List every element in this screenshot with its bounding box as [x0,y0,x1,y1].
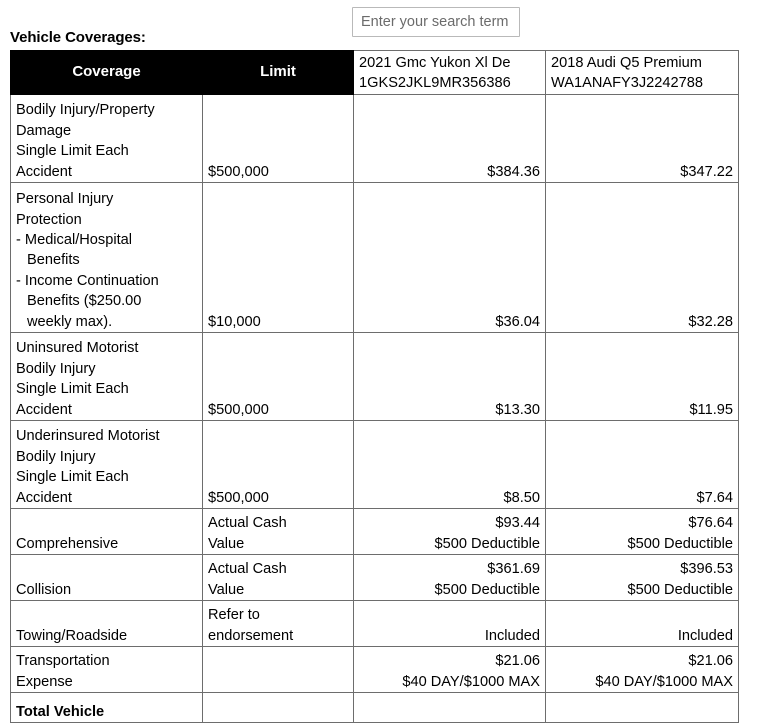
cell-vehicle-2-line: $76.64 [688,515,733,532]
table-row [11,95,739,183]
cell-vehicle-1 [354,509,546,555]
vehicle-1-vin: 1GKS2JKL9MR356386 [359,74,511,91]
cell-coverage-line: Damage [16,122,72,139]
cell-coverage [11,555,203,601]
cell-limit [203,95,354,183]
cell-coverage-line: Accident [16,163,72,180]
search-box[interactable] [352,7,520,37]
column-header-vehicle-2 [546,51,739,95]
cell-coverage-line: Benefits ($250.00 [27,293,142,310]
cell-limit [203,555,354,601]
cell-coverage-line: Underinsured Motorist [16,428,160,445]
cell-vehicle-1 [354,421,546,509]
cell-coverage [11,421,203,509]
cell-vehicle-2 [546,601,739,647]
column-header-vehicle-1 [354,51,546,95]
cell-vehicle-2-line: $32.28 [688,313,733,330]
cell-coverage-line: weekly max). [27,313,113,330]
cell-limit-line: Value [208,535,245,552]
cell-vehicle-1-line: $384.36 [487,163,540,180]
cell-coverage [11,693,203,723]
cell-vehicle-1-line: $93.44 [495,515,540,532]
cell-vehicle-1 [354,647,546,693]
cell-coverage-line: Towing/Roadside [16,627,128,644]
cell-coverage-line: Single Limit Each [16,469,129,486]
table-row [11,647,739,693]
cell-coverage-line: Accident [16,401,72,418]
cell-vehicle-1 [354,555,546,601]
cell-vehicle-1-line: $500 Deductible [434,581,540,598]
table-row [11,555,739,601]
cell-limit [203,421,354,509]
table-header-row [11,51,739,95]
cell-coverage-line: Accident [16,489,72,506]
cell-vehicle-2-line: $21.06 [688,653,733,670]
cell-coverage-line: Bodily Injury [16,360,96,377]
cell-vehicle-1-line: $21.06 [495,653,540,670]
cell-vehicle-1 [354,183,546,333]
cell-coverage-line: Single Limit Each [16,381,129,398]
cell-limit [203,647,354,693]
cell-coverage-line: - Income Continuation [16,272,159,289]
cell-vehicle-2 [546,183,739,333]
table-header [11,51,739,95]
cell-coverage-line: Bodily Injury [16,448,96,465]
cell-limit-line: Actual Cash [208,515,287,532]
cell-limit-line: $500,000 [208,401,269,418]
cell-coverage-line: Transportation [16,653,110,670]
table-row [11,509,739,555]
cell-vehicle-2-line: $500 Deductible [627,535,733,552]
cell-coverage-line: Expense [16,673,73,690]
cell-coverage-line: Uninsured Motorist [16,340,139,357]
vehicle-coverages-table [10,50,739,723]
cell-vehicle-1-line: $361.69 [487,561,540,578]
cell-vehicle-2 [546,647,739,693]
cell-vehicle-1 [354,601,546,647]
cell-coverage [11,333,203,421]
cell-limit-line: Refer to [208,607,260,624]
cell-coverage [11,183,203,333]
cell-vehicle-2 [546,421,739,509]
cell-vehicle-1-line: $500 Deductible [434,535,540,552]
cell-vehicle-1-line: Included [484,627,540,644]
cell-vehicle-2-line: Included [677,627,733,644]
cell-coverage-line: - Medical/Hospital [16,231,132,248]
cell-limit-line: $500,000 [208,489,269,506]
cell-limit [203,601,354,647]
table-row [11,421,739,509]
cell-vehicle-1 [354,95,546,183]
cell-vehicle-1 [354,693,546,723]
cell-coverage-line: Collision [16,581,72,598]
table-row [11,333,739,421]
cell-coverage [11,509,203,555]
cell-vehicle-2 [546,555,739,601]
cell-coverage-line: Single Limit Each [16,143,129,160]
vehicle-2-description: 2018 Audi Q5 Premium [551,54,702,71]
cell-vehicle-1 [354,333,546,421]
vehicle-coverages-table-wrap [10,50,738,723]
cell-vehicle-1-line: $40 DAY/$1000 MAX [402,673,540,690]
cell-vehicle-2 [546,509,739,555]
cell-coverage [11,647,203,693]
cell-vehicle-1-line: $13.30 [495,401,540,418]
cell-vehicle-2 [546,95,739,183]
search-input[interactable] [352,7,520,37]
table-row [11,601,739,647]
cell-vehicle-2-line: $40 DAY/$1000 MAX [595,673,733,690]
cell-coverage [11,95,203,183]
cell-vehicle-2-line: $500 Deductible [627,581,733,598]
cell-limit-line: Actual Cash [208,561,287,578]
cell-vehicle-2-line: $396.53 [680,561,733,578]
cell-vehicle-1-line: $36.04 [495,313,540,330]
page-title: Vehicle Coverages: [10,29,146,46]
column-header-limit: Limit [203,51,354,95]
cell-vehicle-2-line: $11.95 [689,401,733,418]
cell-coverage-line: Personal Injury [16,191,114,208]
cell-coverage-line: Total Vehicle [16,703,105,720]
cell-vehicle-1-line: $8.50 [503,489,540,506]
table-row [11,693,739,723]
vehicle-1-description: 2021 Gmc Yukon Xl De [359,54,511,71]
table-row [11,183,739,333]
cell-vehicle-2 [546,333,739,421]
column-header-coverage: Coverage [11,51,203,95]
cell-limit [203,509,354,555]
cell-limit [203,183,354,333]
vehicle-2-vin: WA1ANAFY3J2242788 [551,74,703,91]
cell-limit-line: $10,000 [208,313,261,330]
cell-limit-line: endorsement [208,627,294,644]
table-body [11,95,739,723]
cell-limit [203,693,354,723]
cell-vehicle-2-line: $347.22 [680,163,733,180]
cell-limit [203,333,354,421]
cell-vehicle-2-line: $7.64 [696,489,733,506]
cell-coverage [11,601,203,647]
cell-limit-line: Value [208,581,245,598]
cell-coverage-line: Benefits [27,252,80,269]
cell-coverage-line: Protection [16,211,82,228]
cell-coverage-line: Comprehensive [16,535,119,552]
cell-coverage-line: Bodily Injury/Property [16,102,155,119]
cell-vehicle-2 [546,693,739,723]
cell-limit-line: $500,000 [208,163,269,180]
